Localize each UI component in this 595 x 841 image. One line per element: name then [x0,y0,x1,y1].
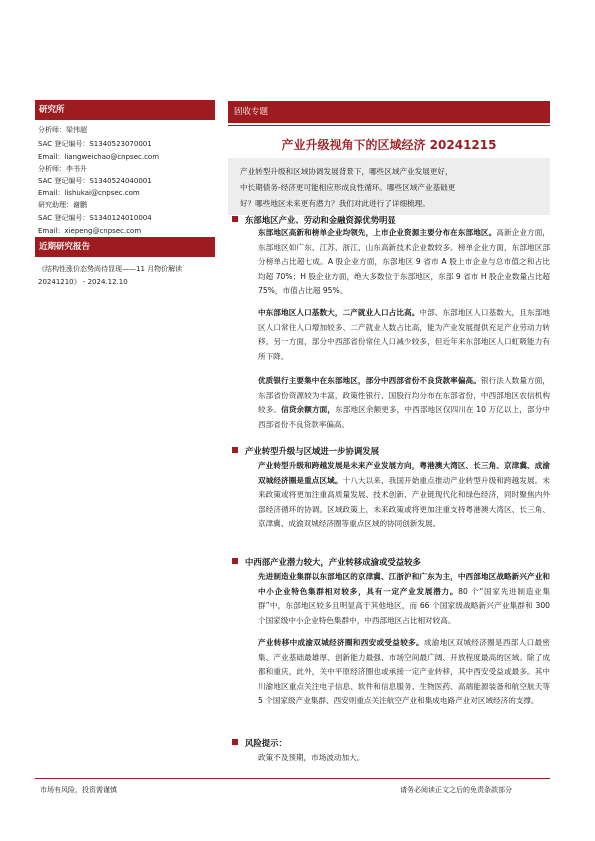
header-divider [228,125,550,126]
footer-divider [35,778,550,779]
section-heading: 东部地区产业、劳动和金融资源优势明显 [232,214,396,226]
section-bullet-icon [232,558,238,564]
summary-line: 产业转型升级和区域协调发展背景下，哪些区域产业发展更好， [240,167,453,176]
analyst-email[interactable]: Email：xiepeng@cnpsec.com [38,227,142,235]
analyst-email[interactable]: Email：lishukai@cnpsec.com [38,189,140,197]
section-heading: 中西部产业潜力较大，产业转移成渝或受益较多 [232,556,421,568]
analyst-line: 分析师：梁伟超 [38,126,87,134]
analyst-line: SAC 登记编号：S1340124010004 [38,214,152,222]
section-paragraph: 产业转型升级和跨越发展是未来产业发展方向，粤港澳大湾区、长三角、京津冀、成渝双城经济圈是重点区域。十八大以来，我国开始重点推动产业转型升级和跨越发展。未来政策或将更加注重高质量发展、技术创新、产业链现代化和绿色经济，同时聚焦内外部经济循环的协调。区域政策上，未来政策或将更加注重支持粤港澳大湾区、长三角、京津冀、成渝双城经济圈等重点区域的协同创新发展。 [258,461,551,528]
section-bullet-icon [232,447,238,453]
section-paragraph: 先进制造业集群以东部地区的京津冀、江浙沪和广东为主，中西部地区战略新兴产业和中小企业特色集群相对较多，具有一定产业发展潜力。80 个“国家先进制造业集群”中，东部地区较多且明显高于其他地区，而 66 个国家级战略新兴产业集群和 300 个国家级中小企业特色集群中，中西部地区占比相对较高。 [258,572,550,625]
analyst-email[interactable]: Email：liangweichao@cnpsec.com [38,153,160,161]
risk-heading: 风险提示： [232,737,287,749]
section-paragraph: 中东部地区人口基数大，二产就业人口占比高。中部、东部地区人口基数大，且东部地区人口常住人口增加较多、二产就业人数占比高，能为产业发展提供充足产业劳动力转移。另一方面，部分中西部省份常住人口减少较多，但近年来东部地区人口虹吸能力有所下降。 [258,308,551,361]
section-paragraph: 产业转移中成渝双城经济圈和西安或受益较多。成渝地区双城经济圈是西部人口最密集、产业基础最雄厚、创新能力最强、市场空间最广阔、开放程度最高的区域。除了成都和重庆，此外，关中平原经济圈也或承接一定产业转移，其中西安受益或最多。其中川渝地区重点关注电子信息、软件和信息服务、生物医药、高端能源装备和航空航天等 5 个国家级产业集群、西安则重点关注航空产业和集成电路产业对区域经济的支撑。 [258,638,551,705]
section-heading: 产业转型升级与区域进一步协调发展 [232,445,379,457]
section-paragraph: 优质银行主要集中在东部地区，部分中西部省份不良贷款率偏高。银行法人数量方面，东部省份资源较为丰富，政策性银行、国股行均分布在东部省份，中西部地区农信机构较多。信贷余额方面，东部地区余额更多，中西部地区仅四川在 10 万亿以上，部分中西部省份不良贷款率偏高。 [258,376,551,429]
recent-report-link[interactable]: 《结构性涨价态势尚待显现——11 月物价解读 20241210》 - 2024.12.10 [38,265,183,286]
section-bullet-icon [232,739,238,745]
summary-line: 中长期债务-经济更可能相应形成良性循环。哪些区域产业基础更 [240,183,456,192]
footer-disclaimer: 请务必阅读正文之后的免责条款部分 [400,786,512,794]
recent-reports-title: 近期研究报告 [35,237,215,257]
footer-risk-notice: 市场有风险，投资需谨慎 [40,786,117,794]
section-paragraph: 东部地区高新和榜单企业均领先，上市企业资源主要分布在东部地区。高新企业方面，东部地区如广东、江苏、浙江、山东高新技术企业数较多。榜单企业方面，东部地区部分榜单占比超七成。A 股企业方面，东部地区 9 省市 A 股上市企业与总市值之和占比均超 70%；H 股企业方面，绝大多数位于东部地区，东部 9 省市 H 股企业数量占比超 75%，市值占比超 95%。 [258,228,551,295]
report-category-tag: 固收专题 [228,101,550,123]
section-bullet-icon [232,216,238,222]
analyst-line: SAC 登记编号：S1340524040001 [38,177,152,185]
analyst-line: 分析师：李书升 [38,165,87,173]
summary-line: 好？哪些地区未来更有潜力？我们对此进行了详细梳理。 [240,199,430,208]
summary-box [228,158,550,215]
risk-paragraph: 政策不及预期，市场波动加大。 [258,753,365,762]
analysts-title: 研究所 [35,100,215,120]
analyst-line: 研究助理：谢鹏 [38,201,87,209]
analyst-line: SAC 登记编号：S1340523070001 [38,140,152,148]
page-title: 产业升级视角下的区域经济 20241215 [281,138,497,152]
